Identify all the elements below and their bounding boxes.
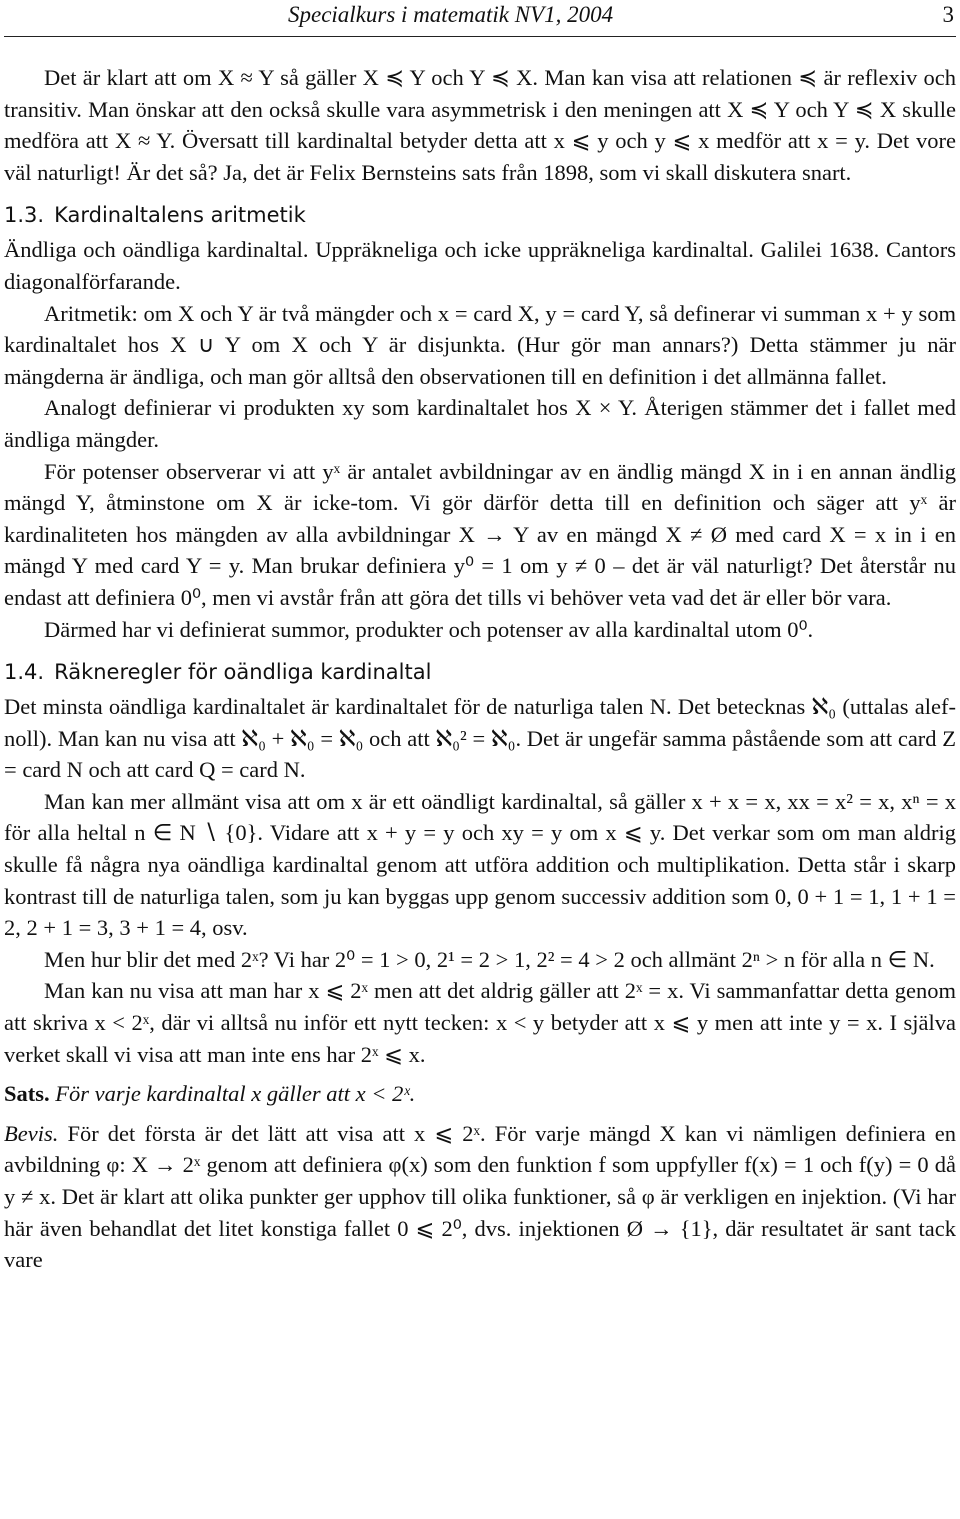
proof-label: Bevis. (4, 1120, 59, 1146)
intro-paragraph: Det är klart att om X ≈ Y så gäller X ≼ Y och Y ≼ X. Man kan visa att relationen ≼ är reflexiv och transitiv. Man önskar att den också skulle vara asymmetrisk i den meningen att X ≼ Y och Y ≼ X skulle medföra att X ≈ Y. Översatt till kardinaltal betyder detta att x ⩽ y och y ⩽ x medför att x = y. Det vore väl naturligt! Är det så? Ja, det är Felix Bernsteins sats från 1898, som vi skall diskutera snart. (4, 65, 956, 185)
section-heading-1-3 (4, 200, 956, 230)
theorem (4, 1078, 956, 1110)
section-number: 1.4. (4, 660, 45, 685)
section-title: Räkneregler för oändliga kardinaltal (54, 660, 432, 685)
theorem-label: Sats. (4, 1081, 50, 1107)
document-body (4, 62, 956, 1276)
running-title: Specialkurs i matematik NV1, 2004 (288, 2, 614, 27)
paragraph: Aritmetik: om X och Y är två mängder och x = card X, y = card Y, så definerar vi summan x + y som kardinaltalet hos X ∪ Y om X och Y är disjunkta. (Hur gör man annars?) Detta stämmer ju när mängderna är ändliga, och man gör alltså den observationen till en definition i det allmänna fallet. (4, 300, 956, 389)
section-number: 1.3. (4, 203, 45, 228)
theorem-statement: För varje kardinaltal x gäller att x < 2ˣ. (55, 1081, 416, 1107)
paragraph: Ändliga och oändliga kardinaltal. Uppräkneliga och icke uppräkneliga kardinaltal. Galilei 1638. Cantors diagonalförfarande. (4, 237, 956, 294)
running-header (288, 2, 954, 32)
proof-text: För det första är det lätt att visa att x ⩽ 2ˣ. För varje mängd X kan vi nämligen definiera en avbildning φ: X → 2ˣ genom att definiera φ(x) som den funktion f som uppfyller f(x) = 1 och f(y) = 0 då y ≠ x. Det är klart att olika punkter ger upphov till olika funktioner, så φ är verkligen en injektion. (Vi har här även behandlat det litet konstiga fallet 0 ⩽ 2⁰, dvs. injektionen Ø → {1}, där resultatet är sant tack vare (4, 1120, 956, 1273)
paragraph: För potenser observerar vi att yˣ är antalet avbildningar av en ändlig mängd X in i en annan ändlig mängd Y, åtminstone om X är icke-tom. Vi gör därför detta till en definition och säger att yˣ är kardinaliteten hos mängden av alla avbildningar X → Y av en mängd X ≠ Ø med card X = x in i en mängd Y med card Y = y. Man brukar definiera y⁰ = 1 om y ≠ 0 – det är väl naturligt? Det återstår nu endast att definiera 0⁰, men vi avstår från att göra det tills vi behöver veta vad det är eller bör vara. (4, 458, 956, 610)
section-heading-1-4 (4, 657, 956, 687)
proof (4, 1118, 956, 1276)
paragraph: Analogt definierar vi produkten xy som kardinaltalet hos X × Y. Återigen stämmer det i fallet med ändliga mängder. (4, 395, 956, 452)
paragraph: Det minsta oändliga kardinaltalet är kardinaltalet för de naturliga talen N. Det betecknas ℵ₀ (uttalas alef-noll). Man kan nu visa att ℵ₀ + ℵ₀ = ℵ₀ och att ℵ₀² = ℵ₀. Det är ungefär samma påstående som att card Z = card N och att card Q = card N. (4, 694, 956, 783)
header-rule (4, 36, 956, 37)
paragraph: Man kan nu visa att man har x ⩽ 2ˣ men att det aldrig gäller att 2ˣ = x. Vi sammanfattar detta genom att skriva x < 2ˣ, där vi alltså nu inför ett nytt tecken: x < y betyder att x ⩽ y men att inte y = x. I själva verket skall vi visa att man inte ens har 2ˣ ⩽ x. (4, 978, 956, 1067)
paragraph: Man kan mer allmänt visa att om x är ett oändligt kardinaltal, så gäller x + x = x, xx = x² = x, xⁿ = x för alla heltal n ∈ N ∖ {0}. Vidare att x + y = y och xy = y om x ⩽ y. Det verkar som om man aldrig skulle få några nya oändliga kardinaltal genom att utföra addition och multiplikation. Detta står i skarp kontrast till de naturliga talen, som ju kan byggas upp genom successiv addition som 0, 0 + 1 = 1, 1 + 1 = 2, 2 + 1 = 3, 3 + 1 = 4, osv. (4, 788, 956, 941)
section-title: Kardinaltalens aritmetik (54, 203, 306, 228)
paragraph: Därmed har vi definierat summor, produkter och potenser av alla kardinaltal utom 0⁰. (44, 616, 814, 642)
page-number: 3 (942, 2, 954, 27)
paragraph: Men hur blir det med 2ˣ? Vi har 2⁰ = 1 > 0, 2¹ = 2 > 1, 2² = 4 > 2 och allmänt 2ⁿ > n för alla n ∈ N. (44, 946, 935, 972)
